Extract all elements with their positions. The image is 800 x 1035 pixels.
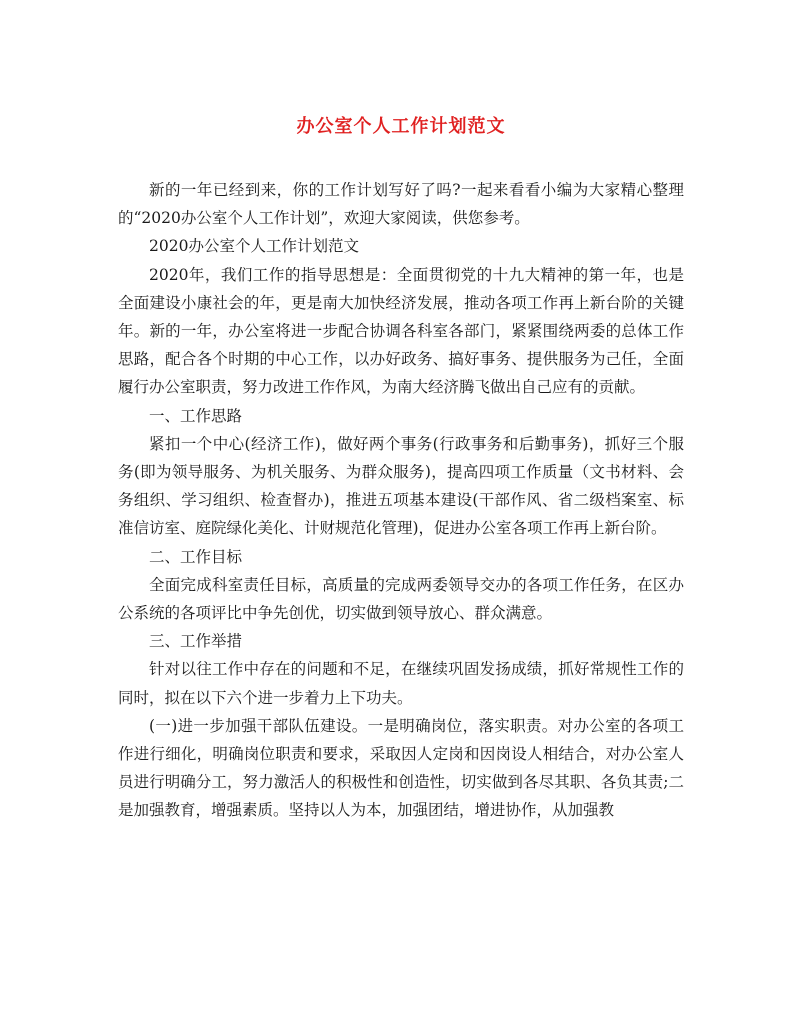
paragraph-work-goals: 全面完成科室责任目标，高质量的完成两委领导交办的各项工作任务，在区办公系统的各项评比中争先创优，切实做到领导放心、群众满意。 xyxy=(118,575,684,623)
heading-work-measures: 三、工作举措 xyxy=(149,632,243,651)
paragraph-measure-one: (一)进一步加强干部队伍建设。一是明确岗位，落实职责。对办公室的各项工作进行细化，明确岗位职责和要求，采取因人定岗和因岗设人相结合，对办公室人员进行明确分工，努力激活人的积极性和创造性，切实做到各尽其职、各负其责;二是加强教育，增强素质。坚持以人为本，加强团结，增进协作，从加强教 xyxy=(118,716,684,820)
paragraph-work-measures: 针对以往工作中存在的问题和不足，在继续巩固发扬成绩，抓好常规性工作的同时，拟在以下六个进一步着力上下功夫。 xyxy=(118,660,684,707)
paragraph-intro: 新的一年已经到来，你的工作计划写好了吗?一起来看看小编为大家精心整理的“2020办公室个人工作计划”，欢迎大家阅读，供您参考。 xyxy=(118,181,684,228)
heading-work-approach: 一、工作思路 xyxy=(149,406,243,425)
document-body xyxy=(118,176,684,825)
paragraph-subtitle: 2020办公室个人工作计划范文 xyxy=(149,237,359,256)
document-title: 办公室个人工作计划范文 xyxy=(296,116,506,137)
paragraph-guiding-thought: 2020年，我们工作的指导思想是：全面贯彻党的十九大精神的第一年，也是全面建设小康社会的年，更是南大加快经济发展，推动各项工作再上新台阶的关键年。新的一年，办公室将进一步配合协调各科室各部门，紧紧围绕两委的总体工作思路，配合各个时期的中心工作，以办好政务、搞好事务、提供服务为己任，全面履行办公室职责，努力改进工作作风，为南大经济腾飞做出自己应有的贡献。 xyxy=(118,265,684,397)
paragraph-work-approach: 紧扣一个中心(经济工作)，做好两个事务(行政事务和后勤事务)，抓好三个服务(即为领导服务、为机关服务、为群众服务)，提高四项工作质量（文书材料、会务组织、学习组织、检查督办)，推进五项基本建设(干部作风、省二级档案室、标准信访室、庭院绿化美化、计财规范化管理)，促进办公室各项工作再上新台阶。 xyxy=(118,434,684,538)
heading-work-goals: 二、工作目标 xyxy=(149,547,243,566)
